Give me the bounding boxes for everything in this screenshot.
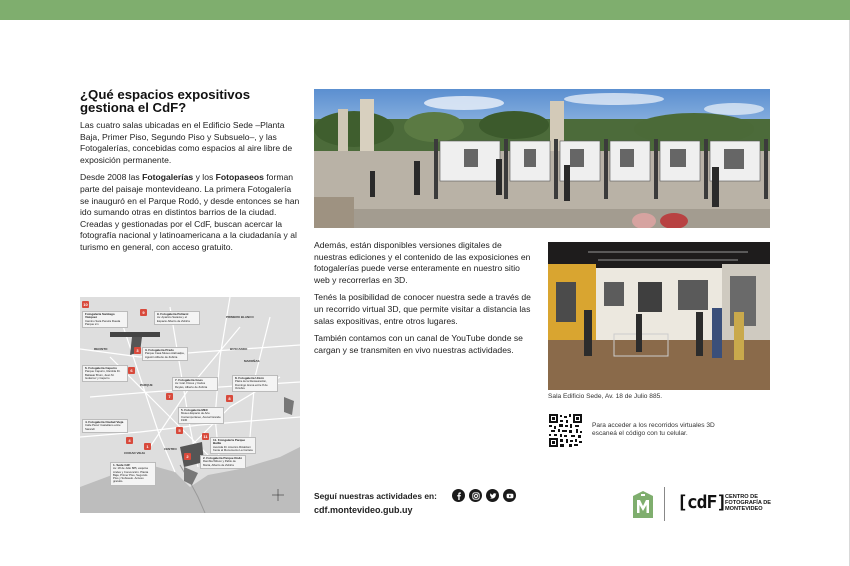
top-color-bar: [0, 0, 850, 20]
map-label-santiago-vazquez: Fotogalería Santiago Vázquez Camino Sara Pereira Rueda Parque s/n: [82, 311, 128, 328]
map-label-union: 8. Fotogalería Unión Plaza de la Restauración, Domingo Arena entre 8 de Octubre: [232, 375, 278, 392]
section-heading: ¿Qué espacios expositivos gestiona el CdF?: [80, 87, 251, 115]
youtube-icon[interactable]: [503, 489, 516, 502]
map-pin: 6: [128, 367, 135, 374]
map-pin: 9: [140, 309, 147, 316]
qr-code-image: [549, 414, 582, 447]
map-label-parque-rodo: 2. Fotogalería Parque Rodó Rambla Wilson y Pablo de María, Alberto de Zubiría: [200, 455, 246, 469]
map-pin: 2: [184, 453, 191, 460]
map-street-primero-blanco: PRIMERO BLANCO: [226, 315, 254, 319]
map-label-parque-batlle: 11. Fotogalería Parque Batlle Avenida Dr. Américo Ricaldoni frente al Monumento La Carreta: [210, 437, 256, 454]
map-label-prado: 3. Fotogalería Prado Parque Casa Museo Atahualpa, Agustín Alberto de Zubiría: [142, 347, 188, 361]
sala-edificio-photo-image: [548, 242, 770, 390]
logo-divider: [664, 487, 665, 521]
map-label-ciudad-vieja: 4. Fotogalería Ciudad Vieja Calle Pérez Castellano entre Sarandí: [82, 419, 128, 433]
intro-text: [80, 120, 302, 254]
col2-paragraph-3: También contamos con un canal de YouTube donde se cargan y se transmiten en vivo nuestras actividades.: [314, 333, 523, 355]
website-link[interactable]: cdf.montevideo.gub.uy: [314, 505, 413, 515]
map-label-mec: 5. Fotogalería MEC Museo Espacio de Arte Contemporáneo, Arenal Grande 1930: [178, 407, 224, 424]
map-street-parque: PARQUE: [140, 383, 153, 387]
map-pin: 10: [83, 302, 88, 307]
map-street-ciudad-vieja: CIUDAD VIEJA: [124, 451, 146, 455]
map-street-centro: CENTRO: [164, 447, 177, 451]
follow-text: Seguí nuestras actividades en:: [314, 491, 437, 501]
map-label-sede: 1. Sede CdF Av. 18 de Julio 885, esquina Andes y Convención. Planta Baja, Primer Piso, Segundo Piso y Subsuelo. Acceso gratuito.: [110, 462, 156, 486]
cdf-logo-mark: [cdF]: [677, 492, 727, 513]
col2-paragraph-2: Tenés la posibilidad de conocer nuestra sede a través de un recorrido virtual 3D, que permite visitar a distancia las salas expositivas, entre otros lugares.: [314, 292, 531, 326]
qr-code[interactable]: [549, 414, 582, 447]
map-pin: 1: [144, 443, 151, 450]
map-street-maronas: MAROÑAS: [244, 359, 260, 363]
digital-content-text: [314, 240, 536, 362]
keyword-fotogalerias: Fotogalerías: [142, 172, 194, 183]
instagram-icon[interactable]: [469, 489, 482, 502]
map-label-capurro: 6. Fotogalería Capurro Parque Capurro, Rambla Dr. Baltasar Brum, Juan M. Gutiérrez y Capurro: [82, 365, 128, 382]
sala-edificio-photo: [548, 242, 770, 390]
fotogaleria-photo-image: [314, 89, 770, 228]
intendencia-montevideo-logo: [631, 491, 655, 518]
facebook-icon[interactable]: [452, 489, 465, 502]
intro-paragraph-1: Las cuatro salas ubicadas en el Edificio Sede –Planta Baja, Primer Piso, Segundo Piso y Subsuelo–, y las Fotogalerías, concebidas como espacios al aire libre de exposición permanente.: [80, 120, 293, 165]
map-street-buscando: BUSCANDO: [230, 347, 248, 351]
map-pin: 5: [176, 427, 183, 434]
twitter-icon[interactable]: [486, 489, 499, 502]
map-pin: 7: [166, 393, 173, 400]
fotogalerias-map: [80, 297, 300, 513]
map-label-goes: 7. Fotogalería Goes Av. Gral. Flores y Carlos Reyles, Alberto de Zubiría: [172, 377, 218, 391]
intro-column: [80, 88, 302, 260]
map-pin: 11: [203, 434, 208, 439]
map-pin: 8: [226, 395, 233, 402]
map-pin: 3: [134, 347, 141, 354]
map-pin: 4: [126, 437, 133, 444]
fotogaleria-photo: [314, 89, 770, 228]
map-street-recinto: RECINTO: [94, 347, 108, 351]
social-icons: [452, 489, 516, 502]
cdf-logo-name: CENTRO DE FOTOGRAFÍA DE MONTEVIDEO: [725, 494, 771, 513]
col2-paragraph-1: Además, están disponibles versiones digitales de nuestras ediciones y el contenido de las exposiciones en fotogalerías puede verse enteramente en nuestro sitio web y recorrerlas en 3D.: [314, 240, 531, 285]
photo-caption: Sala Edificio Sede, Av. 18 de Julio 885.: [548, 393, 663, 400]
intro-paragraph-2: Desde 2008 las Fotogalerías y los Fotopaseos forman parte del paisaje montevideano. La primera Fotogalería se inauguró en el Parque Rodó, y desde entonces se han ido sumando otras en distintos barrios de la ciudad. Creadas y gestionadas por el CdF, buscan acercar la fotografía nacional y latinoamericana a la ciudadanía y al turismo en general, con acceso gratuito.: [80, 172, 300, 252]
map-label-penarol: 9. Fotogalería Peñarol Av. Aparicio Saravia y el Espacio Alberto de Zubiría: [154, 311, 200, 325]
keyword-fotopaseos: Fotopaseos: [215, 172, 264, 183]
qr-instructions: Para acceder a los recorridos virtuales 3D escaneá el código con tu celular.: [592, 422, 715, 438]
